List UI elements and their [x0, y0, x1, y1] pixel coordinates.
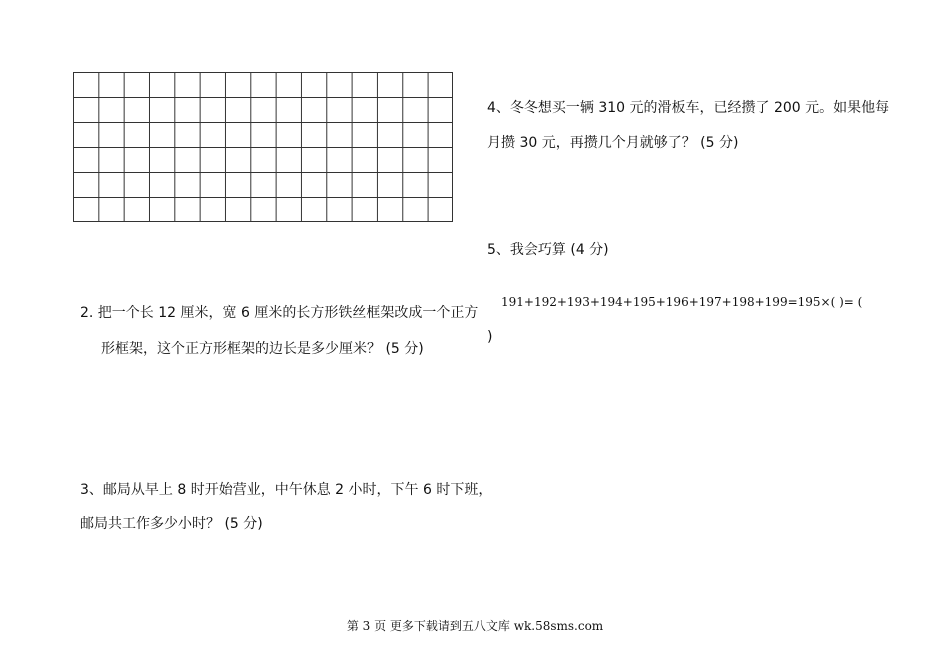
page-footer: 第 3 页 更多下载请到五八文库 wk.58sms.com	[346, 619, 604, 633]
question-3-line-2: 邮局共工作多少小时？ (5 分)	[80, 516, 263, 532]
answer-grid	[73, 72, 453, 222]
question-2-line-1: 2. 把一个长 12 厘米，宽 6 厘米的长方形铁丝框架改成一个正方	[80, 305, 479, 321]
question-4-line-1: 4、冬冬想买一辆 310 元的滑板车，已经攒了 200 元。如果他每	[487, 100, 890, 116]
question-4-line-2: 月攒 30 元，再攒几个月就够了？ (5 分)	[487, 135, 739, 151]
question-3-line-1: 3、邮局从早上 8 时开始营业，中午休息 2 小时，下午 6 时下班，	[80, 482, 493, 498]
question-2-line-2: 形框架，这个正方形框架的边长是多少厘米？ (5 分)	[101, 341, 424, 357]
question-5-expression-continuation: )	[487, 329, 493, 345]
question-5-expression: 191+192+193+194+195+196+197+198+199=195×( )= (	[501, 295, 863, 309]
question-5-title: 5、我会巧算 (4 分)	[487, 242, 609, 258]
